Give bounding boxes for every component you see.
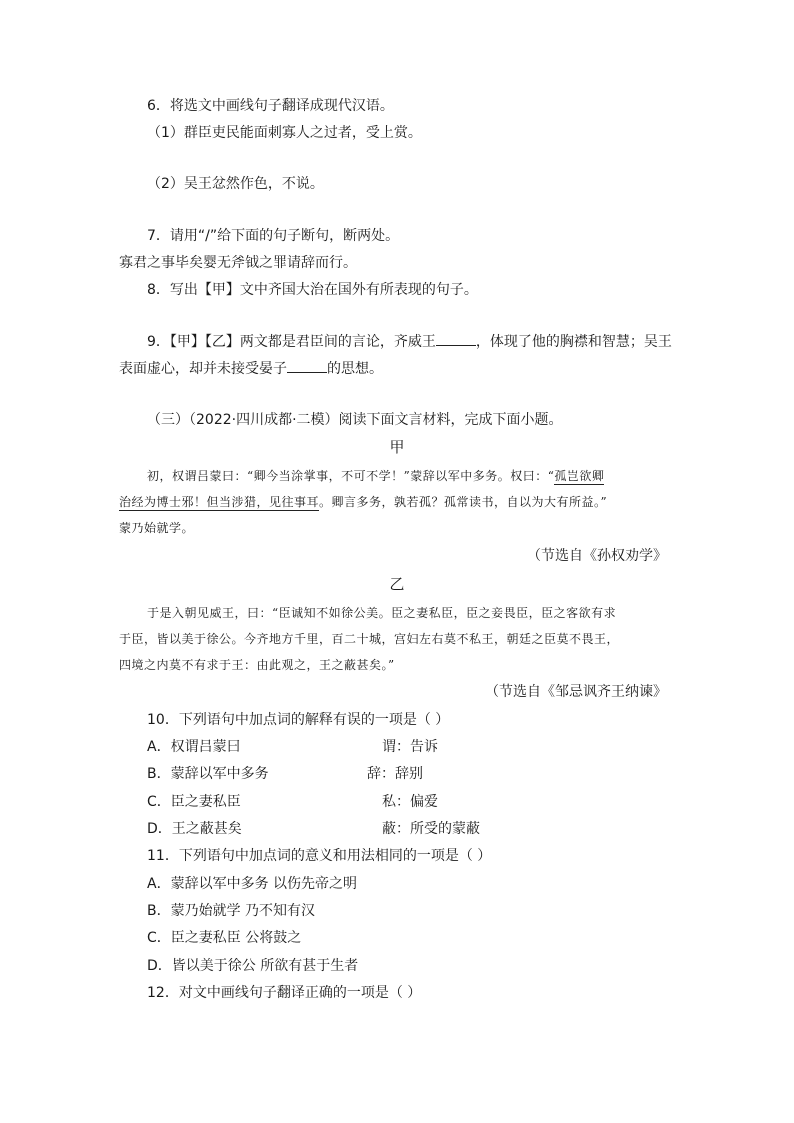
passage-jia-line-3: 蒙乃始就学。 xyxy=(119,521,195,535)
passage-jia-line-1 xyxy=(147,467,604,485)
q10-option-d-gloss: 蔽：所受的蒙蔽 xyxy=(382,821,480,837)
answer-blank-2[interactable] xyxy=(287,358,327,373)
q6-sentence-1: （1）群臣吏民能面刺寡人之过者，受上赏。 xyxy=(147,125,422,141)
passage-jia-source: （节选自《孙权劝学》 xyxy=(527,548,667,564)
q11-option-a[interactable]: A．蒙辞以军中多务 以伤先帝之明 xyxy=(147,876,358,892)
q10-option-a-gloss: 谓：告诉 xyxy=(382,739,438,755)
q10-option-c-gloss: 私：偏爱 xyxy=(382,794,438,810)
q9-line1-b: ，体现了他的胸襟和智慧；吴王 xyxy=(475,334,672,350)
q9-line-2 xyxy=(119,358,383,379)
q10-option-b-gloss: 辞：辞别 xyxy=(367,766,423,782)
q7-sentence: 寡君之事毕矣婴无斧钺之罪请辞而行。 xyxy=(119,255,357,271)
q7-stem: 7．请用“/”给下面的句子断句，断两处。 xyxy=(147,228,400,244)
passage-yi-title: 乙 xyxy=(389,575,405,593)
jia-line1-text: 初，权谓吕蒙曰：“卿今当涂掌事，不可不学！”蒙辞以军中多务。权曰：“ xyxy=(147,469,555,483)
passage-yi-line-3: 四境之内莫不有求于王：由此观之，王之蔽甚矣。” xyxy=(119,658,395,672)
jia-line2-text: 。卿言多务，孰若孤？孤常读书，自以为大有所益。” xyxy=(319,495,608,509)
q11-stem: 11．下列语句中加点词的意义和用法相同的一项是（ ） xyxy=(147,848,492,864)
q10-option-a[interactable]: A．权谓吕蒙曰 xyxy=(147,739,241,755)
q10-option-c[interactable]: C．臣之妻私臣 xyxy=(147,794,241,810)
q11-option-b[interactable]: B．蒙乃始就学 乃不知有汉 xyxy=(147,903,316,919)
q11-option-c[interactable]: C．臣之妻私臣 公将鼓之 xyxy=(147,930,302,946)
passage-jia-title: 甲 xyxy=(389,438,405,456)
answer-blank-1[interactable] xyxy=(436,331,476,346)
jia-line2-underlined: 治经为博士邪！但当涉猎，见往事耳 xyxy=(119,495,320,509)
q10-stem: 10．下列语句中加点词的解释有误的一项是（ ） xyxy=(147,712,450,728)
q12-stem: 12．对文中画线句子翻译正确的一项是（ ） xyxy=(147,985,422,1001)
passage-yi-line-2: 于臣，皆以美于徐公。今齐地方千里，百二十城，宫妇左右莫不私王，朝廷之臣莫不畏王， xyxy=(119,632,620,646)
q9-line1-a: 9．【甲】【乙】两文都是君臣间的言论，齐威王 xyxy=(147,334,436,350)
q10-option-d[interactable]: D．王之蔽甚矣 xyxy=(147,821,242,837)
section3-header: （三）（2022·四川成都·二模）阅读下面文言材料，完成下面小题。 xyxy=(147,412,563,428)
q10-option-b[interactable]: B．蒙辞以军中多务 xyxy=(147,766,269,782)
q9-line-1 xyxy=(147,331,672,352)
q9-line2-a: 表面虚心，却并未接受晏子 xyxy=(119,361,287,377)
q6-sentence-2: （2）吴王忿然作色，不说。 xyxy=(147,176,324,192)
passage-yi-line-1: 于是入朝见威王，曰：“臣诚知不如徐公美。臣之妻私臣，臣之妾畏臣，臣之客欲有求 xyxy=(147,606,617,620)
jia-line1-underlined: 孤岂欲卿 xyxy=(554,469,605,483)
passage-yi-source: （节选自《邹忌讽齐王纳谏》 xyxy=(485,684,667,700)
q6-stem: 6．将选文中画线句子翻译成现代汉语。 xyxy=(147,98,394,114)
passage-jia-line-2 xyxy=(119,493,607,511)
q11-option-d[interactable]: D．皆以美于徐公 所欲有甚于生者 xyxy=(147,958,359,974)
q8-stem: 8．写出【甲】文中齐国大治在国外有所表现的句子。 xyxy=(147,282,478,298)
q9-line2-b: 的思想。 xyxy=(327,361,383,377)
